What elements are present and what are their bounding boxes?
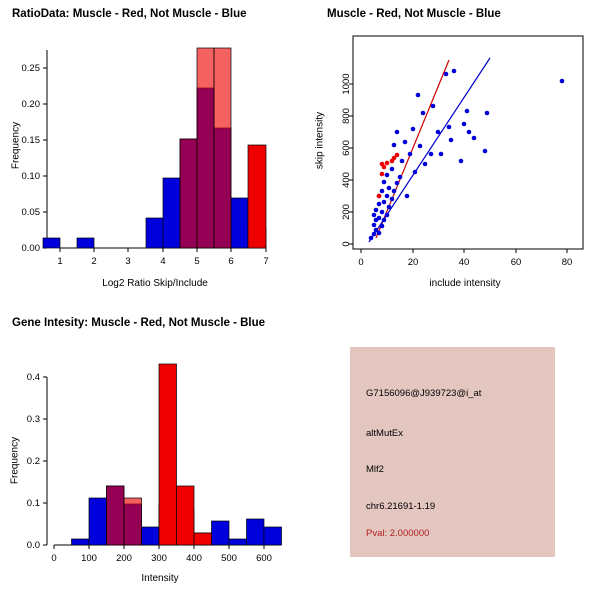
svg-text:0.00: 0.00 (21, 243, 40, 254)
svg-text:80: 80 (561, 257, 573, 268)
panel-scatter (305, 0, 600, 300)
svg-text:400: 400 (341, 172, 353, 188)
svg-text:40: 40 (458, 257, 470, 268)
svg-text:300: 300 (151, 553, 167, 564)
svg-text:6: 6 (228, 256, 234, 267)
svg-text:2: 2 (91, 256, 97, 267)
svg-text:0.2: 0.2 (26, 456, 40, 467)
svg-text:0.05: 0.05 (21, 207, 40, 218)
svg-text:600: 600 (341, 140, 353, 156)
panel-hist-ratio (0, 0, 310, 300)
scatter-plot (305, 0, 600, 300)
hist-intensity-xlabel: Intensity (141, 573, 179, 584)
svg-text:20: 20 (407, 257, 419, 268)
info-pval: Pval: 2.000000 (366, 528, 430, 539)
svg-text:600: 600 (256, 553, 272, 564)
svg-text:0.3: 0.3 (26, 414, 40, 425)
hist-intensity-plot (0, 305, 330, 600)
scatter-xlabel: include intensity (429, 278, 501, 289)
svg-text:0.20: 0.20 (21, 99, 40, 110)
svg-text:3: 3 (125, 256, 131, 267)
info-box (350, 347, 555, 557)
svg-text:100: 100 (81, 553, 97, 564)
panel-hist-intensity (0, 305, 330, 600)
hist-ratio-title: RatioData: Muscle - Red, Not Muscle - Blue (12, 8, 247, 20)
info-event-type: altMutEx (366, 428, 403, 439)
svg-text:5: 5 (194, 256, 200, 267)
svg-text:0: 0 (341, 241, 353, 247)
svg-text:0: 0 (51, 553, 57, 564)
svg-text:0.1: 0.1 (26, 498, 40, 509)
svg-text:200: 200 (116, 553, 132, 564)
svg-text:0.0: 0.0 (26, 540, 40, 551)
info-probe-id: G7156096@J939723@i_at (366, 388, 482, 399)
svg-text:60: 60 (510, 257, 522, 268)
hist-ratio-ylabel: Frequency (10, 121, 22, 170)
svg-text:0.15: 0.15 (21, 135, 40, 146)
hist-intensity-ylabel: Frequency (9, 436, 21, 485)
hist-ratio-xlabel: Log2 Ratio Skip/Include (102, 278, 208, 289)
svg-text:0.4: 0.4 (26, 372, 40, 383)
scatter-ylabel: skip intensity (314, 111, 326, 170)
svg-text:200: 200 (341, 204, 353, 220)
svg-text:0: 0 (358, 257, 364, 268)
svg-text:1000: 1000 (341, 73, 353, 95)
svg-text:800: 800 (341, 108, 353, 124)
svg-text:7: 7 (263, 256, 269, 267)
svg-text:1: 1 (57, 256, 63, 267)
svg-text:500: 500 (221, 553, 237, 564)
svg-text:400: 400 (186, 553, 202, 564)
svg-text:4: 4 (160, 256, 166, 267)
svg-text:0.10: 0.10 (21, 171, 40, 182)
hist-intensity-title: Gene Intesity: Muscle - Red, Not Muscle - Blue (12, 317, 266, 329)
hist-ratio-plot (0, 0, 310, 300)
svg-text:0.25: 0.25 (21, 63, 40, 74)
info-gene: Mlf2 (366, 464, 384, 475)
info-locus: chr6.21691-1.19 (366, 501, 436, 512)
scatter-title: Muscle - Red, Not Muscle - Blue (327, 8, 501, 20)
